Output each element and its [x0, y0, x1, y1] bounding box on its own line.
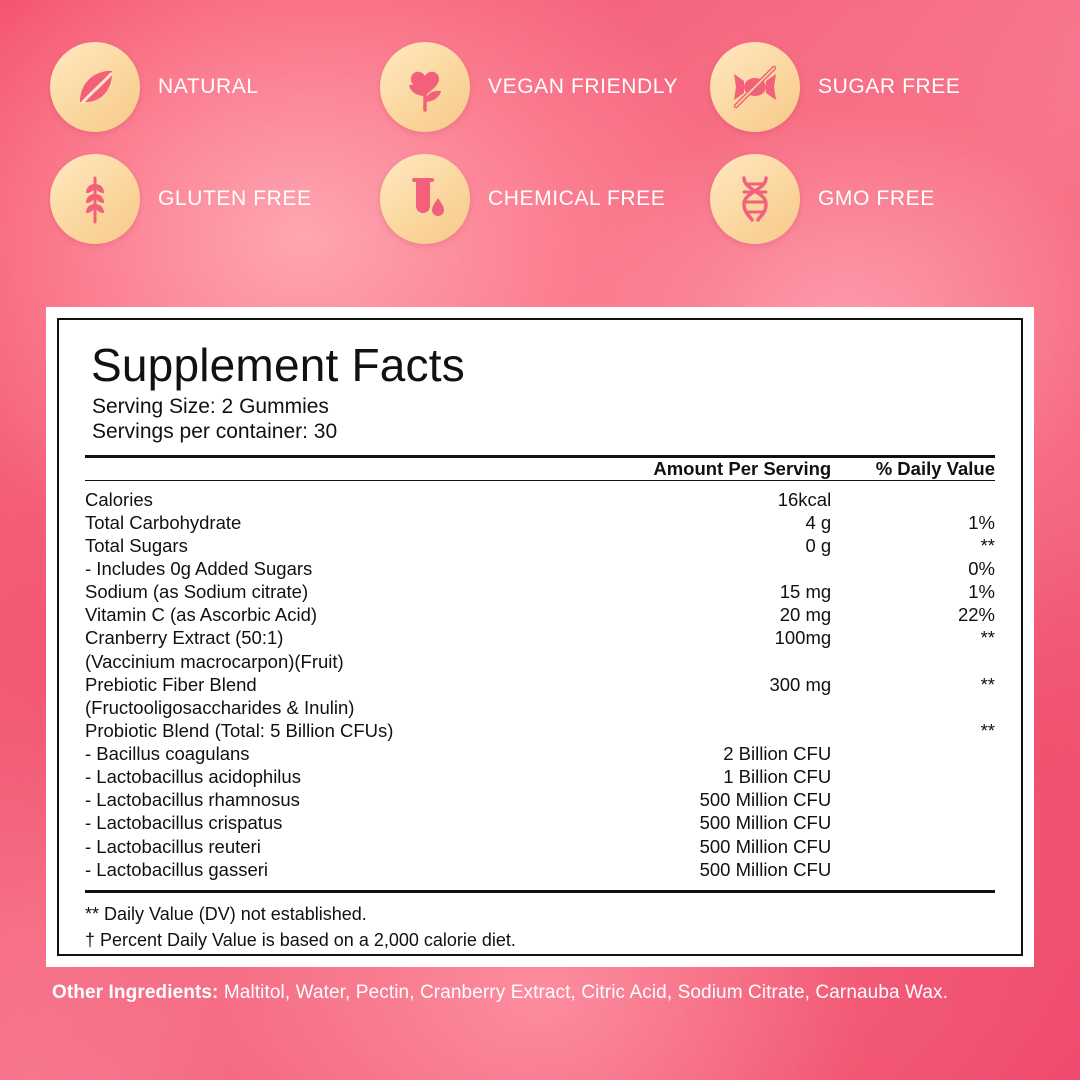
column-header-amount: Amount Per Serving [653, 457, 832, 479]
row-dv: ** [980, 627, 995, 649]
footnote-dv: ** Daily Value (DV) not established. [85, 903, 367, 924]
badge-label: NATURAL [158, 75, 259, 98]
row-name: - Lactobacillus gasseri [85, 858, 269, 880]
row-name: Cranberry Extract (50:1) [85, 627, 284, 649]
row-amount: 300 mg [769, 673, 832, 695]
row-name: - Lactobacillus reuteri [85, 835, 261, 857]
row-amount: 20 mg [779, 604, 832, 626]
row-amount: 1 Billion CFU [723, 766, 832, 788]
row-name: Total Sugars [85, 534, 188, 556]
table-row [85, 603, 995, 626]
table-row [85, 788, 995, 811]
table-row-subtext [85, 696, 995, 719]
row-name: - Lactobacillus crispatus [85, 812, 283, 834]
badge-label: CHEMICAL FREE [488, 187, 666, 210]
row-dv [831, 811, 995, 834]
row-dv: 1% [968, 581, 995, 603]
row-name: Sodium (as Sodium citrate) [85, 581, 309, 603]
table-row [85, 511, 995, 534]
table-row [85, 534, 995, 557]
row-amount: 2 Billion CFU [723, 743, 832, 765]
column-header-daily-value: % Daily Value [875, 457, 995, 479]
page-title: Supplement Facts [91, 339, 465, 391]
table-row [85, 858, 995, 881]
row-amount [576, 719, 831, 742]
badge-label: GLUTEN FREE [158, 187, 312, 210]
row-amount: 500 Million CFU [699, 789, 832, 811]
other-ingredients [52, 982, 1052, 1004]
column-header-name [85, 458, 576, 480]
row-subname: (Fructooligosaccharides & Inulin) [85, 696, 355, 718]
row-amount: 16kcal [777, 488, 832, 510]
table-row-subtext [85, 650, 995, 673]
badge-sugar-free [710, 42, 1040, 132]
table-row [85, 626, 995, 649]
table-row [85, 673, 995, 696]
badge-grid [50, 42, 1040, 244]
row-dv [831, 788, 995, 811]
dna-icon [710, 154, 800, 244]
row-name: - Includes 0g Added Sugars [85, 558, 313, 580]
nutrition-table [85, 458, 995, 480]
other-ingredients-label: Other Ingredients: [52, 982, 219, 1003]
table-row [85, 742, 995, 765]
row-amount: 4 g [805, 511, 832, 533]
row-amount: 500 Million CFU [699, 835, 832, 857]
table-row [85, 488, 995, 511]
supplement-facts-panel [46, 307, 1034, 967]
row-subname: (Vaccinium macrocarpon)(Fruit) [85, 650, 344, 672]
leaf-icon [50, 42, 140, 132]
row-amount: 0 g [805, 534, 832, 556]
candy-crossed-icon [710, 42, 800, 132]
table-row [85, 580, 995, 603]
row-amount [576, 557, 831, 580]
row-dv [831, 742, 995, 765]
badge-gmo-free [710, 154, 1040, 244]
row-dv [831, 858, 995, 881]
row-name: - Lactobacillus rhamnosus [85, 789, 300, 811]
row-name: Calories [85, 488, 153, 510]
other-ingredients-value: Maltitol, Water, Pectin, Cranberry Extract, Citric Acid, Sodium Citrate, Carnauba Wax. [223, 982, 949, 1003]
servings-per-container: Servings per container: 30 [92, 420, 338, 444]
table-row [85, 835, 995, 858]
supplement-facts-border [57, 318, 1023, 956]
badge-vegan-friendly [380, 42, 710, 132]
row-dv [831, 488, 995, 511]
serving-size: Serving Size: 2 Gummies [92, 394, 329, 418]
nutrition-body [85, 488, 995, 881]
row-dv: ** [980, 534, 995, 556]
row-amount: 100mg [774, 627, 832, 649]
row-dv: ** [980, 719, 995, 741]
table-row [85, 765, 995, 788]
row-dv: 1% [968, 511, 995, 533]
wheat-icon [50, 154, 140, 244]
row-amount: 15 mg [779, 581, 832, 603]
badge-natural [50, 42, 380, 132]
table-row [85, 811, 995, 834]
footnote-calorie-diet: † Percent Daily Value is based on a 2,000 calorie diet. [85, 929, 516, 950]
divider-header [85, 480, 995, 481]
row-name: Total Carbohydrate [85, 511, 242, 533]
vegan-plant-heart-icon [380, 42, 470, 132]
row-dv: 0% [968, 558, 995, 580]
row-name: Prebiotic Fiber Blend [85, 673, 257, 695]
row-name: Probiotic Blend (Total: 5 Billion CFUs) [85, 719, 394, 741]
table-row [85, 557, 995, 580]
row-name: - Lactobacillus acidophilus [85, 766, 301, 788]
table-header-row [85, 458, 995, 480]
row-dv [831, 765, 995, 788]
row-name: - Bacillus coagulans [85, 743, 250, 765]
badge-label: SUGAR FREE [818, 75, 961, 98]
row-dv: 22% [957, 604, 995, 626]
row-name: Vitamin C (as Ascorbic Acid) [85, 604, 318, 626]
badge-gluten-free [50, 154, 380, 244]
test-tube-drop-icon [380, 154, 470, 244]
table-row [85, 719, 995, 742]
badge-label: VEGAN FRIENDLY [488, 75, 679, 98]
row-dv [831, 835, 995, 858]
row-amount: 500 Million CFU [699, 812, 832, 834]
row-amount: 500 Million CFU [699, 858, 832, 880]
badge-chemical-free [380, 154, 710, 244]
badge-label: GMO FREE [818, 187, 935, 210]
row-dv: ** [980, 673, 995, 695]
